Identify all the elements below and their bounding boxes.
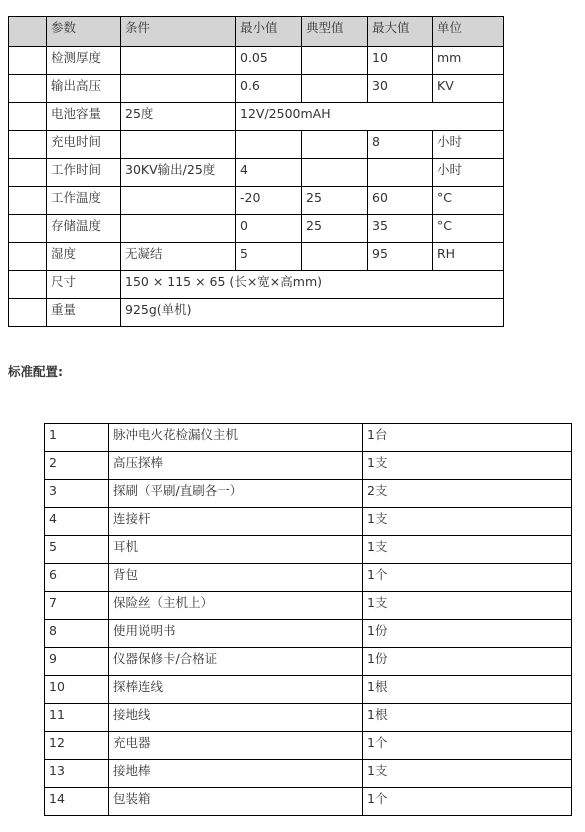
config-qty-cell: 1支 xyxy=(363,508,572,536)
spec-min-cell: 5 xyxy=(236,243,302,271)
spec-blank-cell xyxy=(9,187,47,215)
config-row xyxy=(45,452,572,480)
config-no-cell: 9 xyxy=(45,648,109,676)
config-row xyxy=(45,536,572,564)
spec-header-cell: 最小值 xyxy=(236,17,302,47)
spec-blank-cell xyxy=(9,47,47,75)
spec-header-cell: 典型值 xyxy=(302,17,368,47)
spec-min-cell: 0.6 xyxy=(236,75,302,103)
config-no-cell: 10 xyxy=(45,676,109,704)
spec-row xyxy=(9,243,504,271)
spec-typ-cell xyxy=(302,131,368,159)
spec-cond-cell: 无凝结 xyxy=(121,243,236,271)
spec-param-cell: 存储温度 xyxy=(47,215,121,243)
config-qty-cell: 1支 xyxy=(363,592,572,620)
config-qty-cell: 1个 xyxy=(363,788,572,816)
spec-cond-cell xyxy=(121,131,236,159)
config-item-cell: 脉冲电火花检漏仪主机 xyxy=(109,424,363,452)
spec-max-cell: 30 xyxy=(368,75,433,103)
config-no-cell: 11 xyxy=(45,704,109,732)
config-row xyxy=(45,760,572,788)
config-no-cell: 12 xyxy=(45,732,109,760)
spec-max-cell xyxy=(368,159,433,187)
config-row xyxy=(45,732,572,760)
config-no-cell: 6 xyxy=(45,564,109,592)
spec-min-cell: 4 xyxy=(236,159,302,187)
spec-max-cell: 8 xyxy=(368,131,433,159)
spec-blank-cell xyxy=(9,159,47,187)
config-qty-cell: 1个 xyxy=(363,732,572,760)
spec-header-cell: 单位 xyxy=(433,17,504,47)
config-item-cell: 耳机 xyxy=(109,536,363,564)
spec-table xyxy=(8,16,504,327)
config-row xyxy=(45,704,572,732)
config-table xyxy=(44,423,572,816)
config-no-cell: 7 xyxy=(45,592,109,620)
spec-row xyxy=(9,159,504,187)
config-item-cell: 高压探棒 xyxy=(109,452,363,480)
spec-min-cell xyxy=(236,131,302,159)
config-item-cell: 接地棒 xyxy=(109,760,363,788)
spec-max-cell: 10 xyxy=(368,47,433,75)
spec-min-cell: 0 xyxy=(236,215,302,243)
config-no-cell: 1 xyxy=(45,424,109,452)
spec-typ-cell xyxy=(302,75,368,103)
config-qty-cell: 1台 xyxy=(363,424,572,452)
spec-typ-cell: 25 xyxy=(302,215,368,243)
spec-cond-cell: 30KV输出/25度 xyxy=(121,159,236,187)
config-item-cell: 探棒连线 xyxy=(109,676,363,704)
config-no-cell: 14 xyxy=(45,788,109,816)
spec-unit-cell: °C xyxy=(433,187,504,215)
spec-row xyxy=(9,47,504,75)
spec-param-cell: 工作时间 xyxy=(47,159,121,187)
config-item-cell: 保险丝（主机上） xyxy=(109,592,363,620)
config-qty-cell: 1根 xyxy=(363,704,572,732)
config-no-cell: 5 xyxy=(45,536,109,564)
config-heading: 标准配置: xyxy=(8,364,63,379)
spec-cond-cell xyxy=(121,75,236,103)
spec-typ-cell: 25 xyxy=(302,187,368,215)
config-qty-cell: 1支 xyxy=(363,452,572,480)
config-item-cell: 包装箱 xyxy=(109,788,363,816)
spec-blank-cell xyxy=(9,131,47,159)
config-row xyxy=(45,648,572,676)
spec-min-cell: 0.05 xyxy=(236,47,302,75)
config-no-cell: 2 xyxy=(45,452,109,480)
spec-header-cell: 最大值 xyxy=(368,17,433,47)
config-no-cell: 13 xyxy=(45,760,109,788)
spec-row xyxy=(9,75,504,103)
spec-row xyxy=(9,271,504,299)
config-item-cell: 接地线 xyxy=(109,704,363,732)
config-row xyxy=(45,564,572,592)
config-row xyxy=(45,480,572,508)
config-qty-cell: 1支 xyxy=(363,536,572,564)
config-row xyxy=(45,592,572,620)
config-qty-cell: 1份 xyxy=(363,648,572,676)
spec-row xyxy=(9,131,504,159)
config-item-cell: 仪器保修卡/合格证 xyxy=(109,648,363,676)
spec-value-cell: 150 × 115 × 65 (长×宽×高mm) xyxy=(121,271,504,299)
config-qty-cell: 1个 xyxy=(363,564,572,592)
spec-blank-cell xyxy=(9,243,47,271)
spec-unit-cell: KV xyxy=(433,75,504,103)
config-qty-cell: 1支 xyxy=(363,760,572,788)
config-qty-cell: 1份 xyxy=(363,620,572,648)
spec-header-cell: 条件 xyxy=(121,17,236,47)
config-no-cell: 8 xyxy=(45,620,109,648)
spec-unit-cell: RH xyxy=(433,243,504,271)
spec-cond-cell xyxy=(121,215,236,243)
config-no-cell: 4 xyxy=(45,508,109,536)
spec-blank-cell xyxy=(9,299,47,327)
spec-blank-cell xyxy=(9,215,47,243)
spec-row xyxy=(9,103,504,131)
config-item-cell: 探刷（平刷/直刷各一） xyxy=(109,480,363,508)
spec-blank-cell xyxy=(9,271,47,299)
config-item-cell: 连接杆 xyxy=(109,508,363,536)
config-no-cell: 3 xyxy=(45,480,109,508)
spec-value-cell: 925g(单机) xyxy=(121,299,504,327)
config-row xyxy=(45,788,572,816)
spec-param-cell: 电池容量 xyxy=(47,103,121,131)
config-item-cell: 背包 xyxy=(109,564,363,592)
config-item-cell: 使用说明书 xyxy=(109,620,363,648)
spec-value-cell: 12V/2500mAH xyxy=(236,103,504,131)
spec-blank-cell xyxy=(9,75,47,103)
spec-param-cell: 充电时间 xyxy=(47,131,121,159)
spec-typ-cell xyxy=(302,159,368,187)
spec-param-cell: 工作温度 xyxy=(47,187,121,215)
config-row xyxy=(45,508,572,536)
spec-param-cell: 尺寸 xyxy=(47,271,121,299)
spec-row xyxy=(9,299,504,327)
spec-typ-cell xyxy=(302,47,368,75)
config-row xyxy=(45,620,572,648)
spec-corner-cell xyxy=(9,17,47,47)
spec-cond-cell xyxy=(121,187,236,215)
spec-unit-cell: 小时 xyxy=(433,131,504,159)
spec-header-cell: 参数 xyxy=(47,17,121,47)
spec-cond-cell xyxy=(121,47,236,75)
config-row xyxy=(45,676,572,704)
spec-max-cell: 95 xyxy=(368,243,433,271)
spec-typ-cell xyxy=(302,243,368,271)
spec-param-cell: 湿度 xyxy=(47,243,121,271)
spec-row xyxy=(9,215,504,243)
spec-blank-cell xyxy=(9,103,47,131)
spec-unit-cell: mm xyxy=(433,47,504,75)
config-qty-cell: 2支 xyxy=(363,480,572,508)
spec-param-cell: 检测厚度 xyxy=(47,47,121,75)
spec-cond-cell: 25度 xyxy=(121,103,236,131)
spec-max-cell: 35 xyxy=(368,215,433,243)
spec-header-row xyxy=(9,17,504,47)
spec-unit-cell: 小时 xyxy=(433,159,504,187)
config-row xyxy=(45,424,572,452)
spec-param-cell: 重量 xyxy=(47,299,121,327)
spec-row xyxy=(9,187,504,215)
spec-max-cell: 60 xyxy=(368,187,433,215)
config-item-cell: 充电器 xyxy=(109,732,363,760)
config-qty-cell: 1根 xyxy=(363,676,572,704)
spec-unit-cell: °C xyxy=(433,215,504,243)
spec-param-cell: 输出高压 xyxy=(47,75,121,103)
spec-min-cell: -20 xyxy=(236,187,302,215)
